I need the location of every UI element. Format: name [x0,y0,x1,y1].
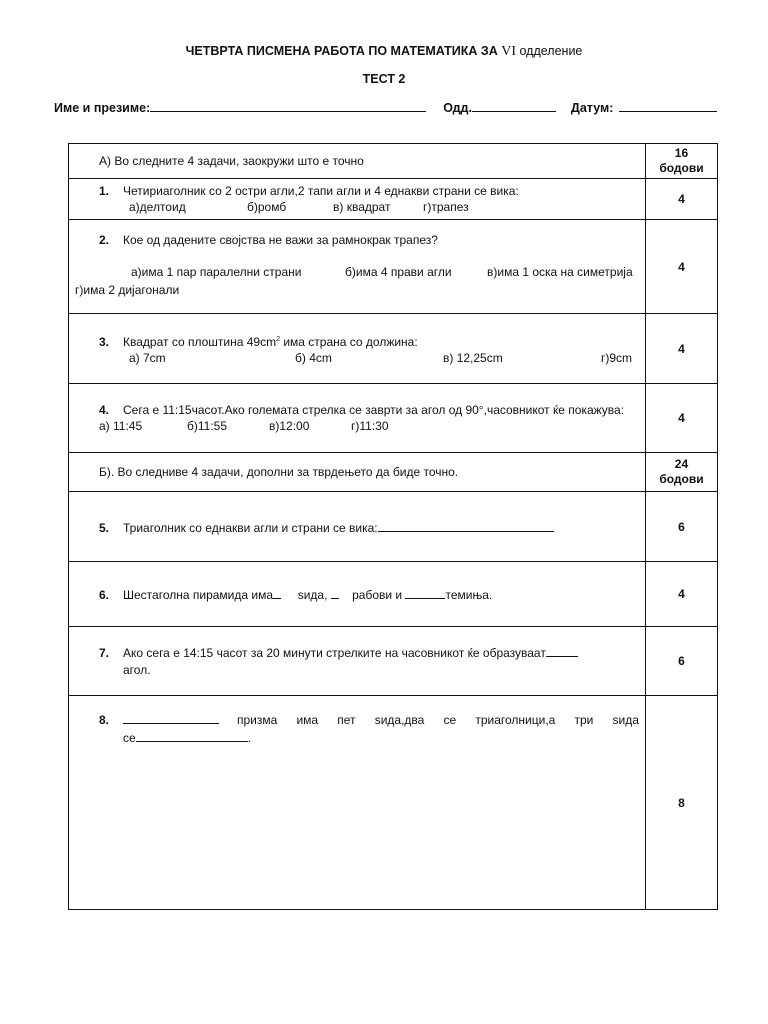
option-b[interactable]: б)ромб [247,200,287,214]
answer-blank[interactable] [123,711,219,724]
task-text-end: агол. [123,662,151,677]
name-field[interactable] [150,99,426,112]
title-main: ЧЕТВРТА ПИСМЕНА РАБОТА ПО МАТЕМАТИКА ЗА [185,44,502,58]
option-a[interactable]: а) 11:45 [99,419,143,433]
task-row [69,562,718,627]
task-row [69,384,718,453]
section-b-points: 24 бодови [659,457,704,486]
task-text: Шестаголна пирамида има [123,588,274,602]
task-number: 7. [99,645,110,660]
option-v[interactable]: в) 12,25cm [443,350,503,365]
title-grade: VI [501,44,517,59]
task-text: Четириаголник со 2 остри агли,2 тапи агли и 4 еднакви страни се вика: [123,184,519,198]
page-title [0,44,768,60]
option-g[interactable]: г)9cm [601,350,633,365]
answer-blank[interactable] [331,586,339,599]
task-row [69,314,718,384]
task-text-b: ѕида, [297,588,328,602]
task-points: 4 [645,220,717,314]
section-a-row [69,144,718,179]
title-rest: одделение [516,44,583,58]
answer-blank[interactable] [136,729,248,742]
tasks-table [68,143,718,910]
option-a[interactable]: а) 7cm [129,350,166,365]
name-label: Име и презиме: [54,101,151,115]
task-points: 6 [645,492,717,562]
answer-blank[interactable] [273,586,281,599]
task-row [69,220,718,314]
task-points: 4 [645,314,717,384]
task-row [69,696,718,910]
option-g[interactable]: г)има 2 дијагонали [75,283,180,297]
task-row [69,627,718,696]
option-v[interactable]: в)има 1 оска на симетрија [487,265,633,279]
section-a-points: 16 бодови [659,146,704,175]
task-text-end: се [123,731,136,745]
task-row [69,492,718,562]
section-b-label: Б). Во следниве 4 задачи, дополни за тврдењето да биде точно. [99,465,459,479]
task-text: Сега е 11:15часот.Ако големата стрелка се заврти за агол од 90°,часовникот ќе покажува: [123,403,625,417]
option-b[interactable]: б) 4cm [295,350,332,365]
task-number: 8. [99,713,110,727]
date-field[interactable] [619,99,717,112]
answer-blank[interactable] [378,519,554,532]
task-row [69,179,718,220]
superscript: 2 [276,335,280,343]
option-b[interactable]: б)11:55 [187,419,228,433]
task-number: 1. [99,184,110,198]
task-text: Ако сега е 14:15 часот за 20 минути стрелките на часовникот ќе образуваат [123,645,546,660]
task-number: 4. [99,403,110,417]
option-g[interactable]: г)11:30 [351,419,389,433]
option-g[interactable]: г)трапез [423,200,469,214]
test-label: ТЕСТ 2 [362,72,406,86]
task-number: 3. [99,334,110,349]
date-label: Датум: [570,101,614,115]
task-points: 6 [645,627,717,696]
task-text-tail: . [247,731,252,745]
option-a[interactable]: а)делтоид [129,200,186,214]
class-label: Одд. [443,101,472,115]
task-text-cont: има страна со должина: [279,334,418,349]
option-a[interactable]: а)има 1 пар паралелни страни [131,265,302,279]
student-info-line [54,99,734,115]
answer-blank[interactable] [405,586,445,599]
section-b-row [69,453,718,492]
option-v[interactable]: в)12:00 [269,419,310,433]
task-text: Квадрат со плоштина 49cm [123,334,277,349]
task-text-c: рабови и [352,588,403,602]
task-text: призма има пет ѕида,два се триаголници,а три ѕида [237,713,639,727]
option-b[interactable]: б)има 4 прави агли [345,265,452,279]
task-points: 4 [645,179,717,220]
answer-blank[interactable] [546,644,578,657]
task-number: 2. [99,233,110,247]
option-v[interactable]: в) квадрат [333,200,391,214]
task-number: 6. [99,588,110,602]
task-text-d: темиња. [445,588,493,602]
task-text: Кое од дадените својства не важи за рамнокрак трапез? [123,233,438,247]
task-points: 4 [645,384,717,453]
task-points: 8 [645,696,717,910]
task-points: 4 [645,562,717,627]
class-field[interactable] [472,99,556,112]
task-text: Триаголник со еднакви агли и страни се вика: [123,520,378,535]
task-number: 5. [99,520,110,535]
section-a-label: А) Во следните 4 задачи, заокружи што е точно [99,154,364,168]
